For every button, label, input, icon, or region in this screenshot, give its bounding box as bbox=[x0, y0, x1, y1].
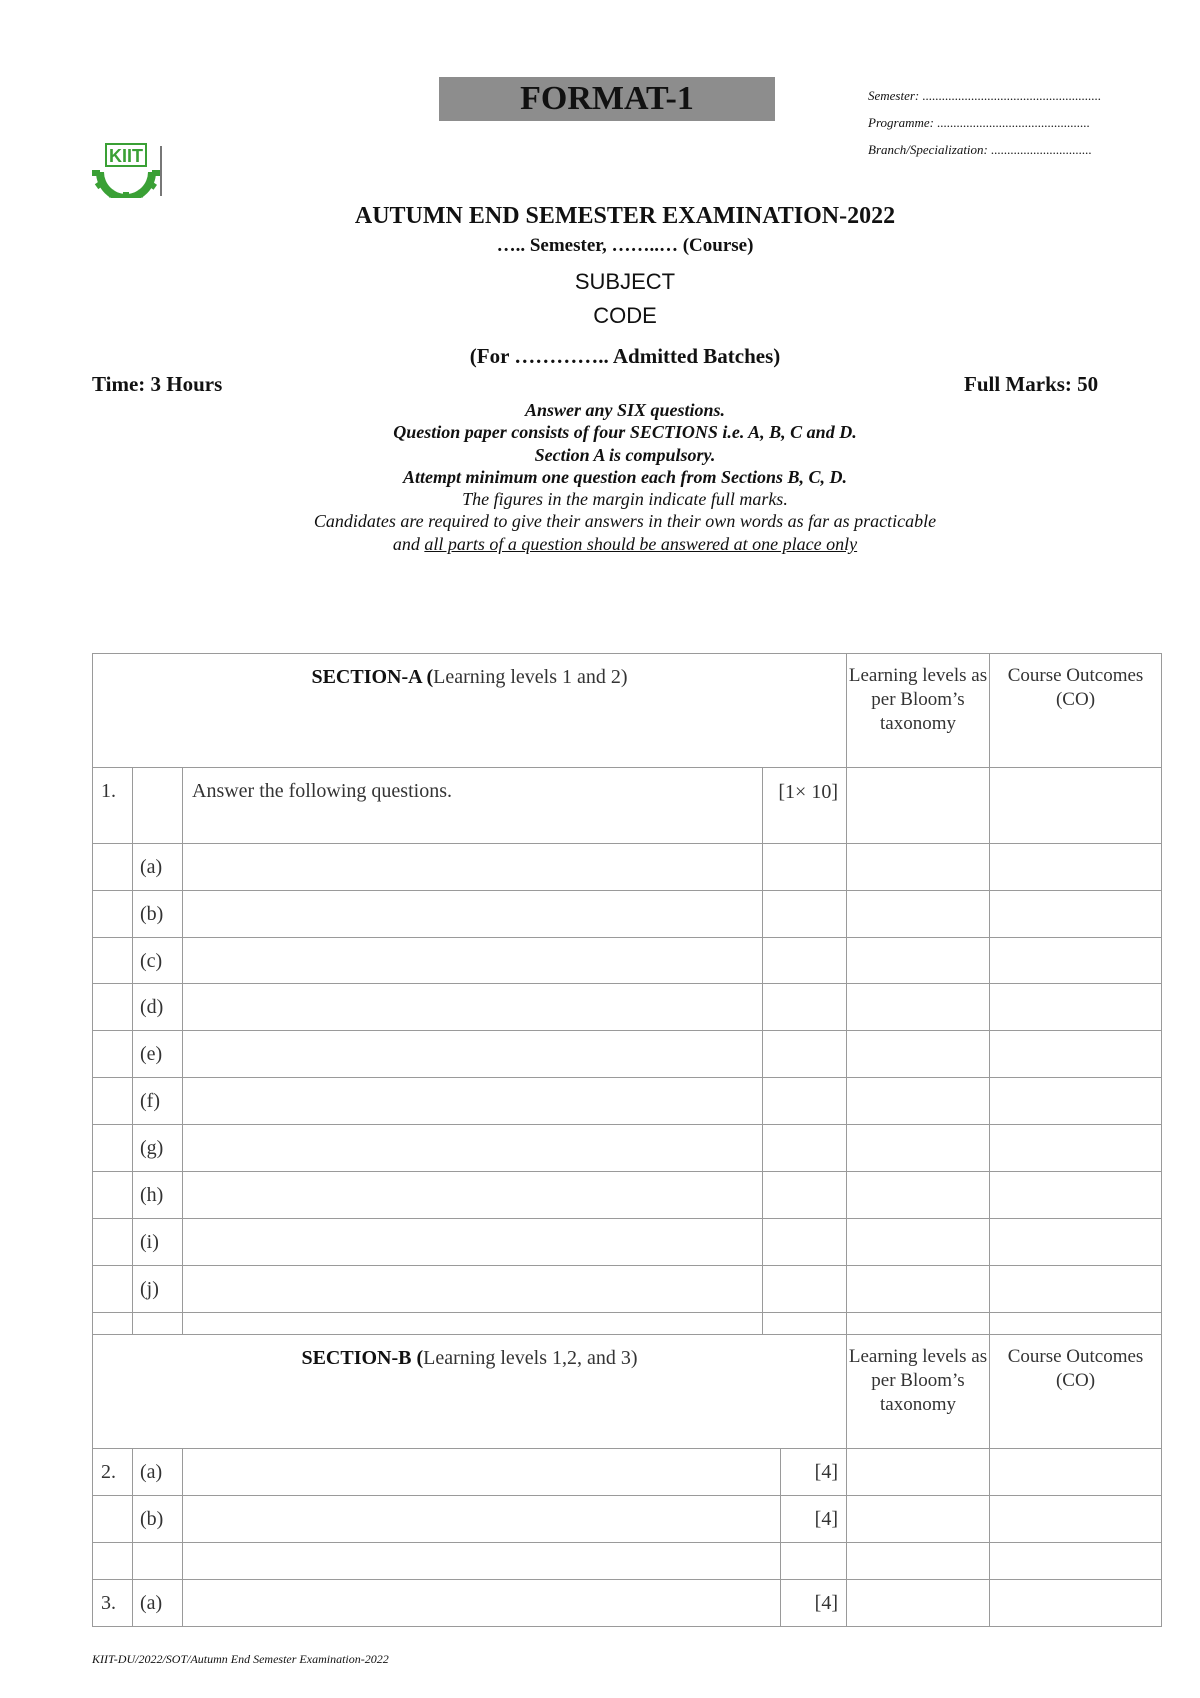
semester-field: Semester: ....................................................... bbox=[868, 88, 1102, 103]
table-row: (a) bbox=[93, 844, 1162, 891]
question-marks: [4] bbox=[781, 1449, 847, 1496]
admitted-batches: (For ………….. Admitted Batches) bbox=[469, 344, 781, 368]
subject-label: SUBJECT bbox=[574, 269, 676, 294]
table-row bbox=[93, 1543, 1162, 1580]
table-row: (d) bbox=[93, 984, 1162, 1031]
branch-field: Branch/Specialization: ............................... bbox=[868, 142, 1092, 157]
question-2b-row: (b) [4] bbox=[93, 1496, 1162, 1543]
table-row: (j) bbox=[93, 1266, 1162, 1313]
co-cell bbox=[990, 768, 1162, 844]
question-marks: [4] bbox=[781, 1496, 847, 1543]
course-outcomes-header: Course Outcomes (CO) bbox=[990, 654, 1162, 768]
question-marks: [4] bbox=[781, 1580, 847, 1627]
question-number: 1. bbox=[93, 768, 133, 844]
learning-levels-header: Learning levels as per Bloom’s taxonomy bbox=[847, 654, 990, 768]
table-row: (e) bbox=[93, 1031, 1162, 1078]
question-2a-row: 2. (a) [4] bbox=[93, 1449, 1162, 1496]
table-row: (h) bbox=[93, 1172, 1162, 1219]
instruction-4: Attempt minimum one question each from Sections B, C, D. bbox=[402, 467, 848, 487]
time-label: Time: 3 Hours bbox=[92, 372, 223, 396]
exam-subtitle: ….. Semester, ……..… (Course) bbox=[496, 235, 754, 256]
footer-text: KIIT-DU/2022/SOT/Autumn End Semester Examination-2022 bbox=[92, 1652, 389, 1666]
table-row: (i) bbox=[93, 1219, 1162, 1266]
table-row: (b) bbox=[93, 891, 1162, 938]
table-row: (g) bbox=[93, 1125, 1162, 1172]
section-a-header-row bbox=[93, 654, 1162, 768]
table-row bbox=[93, 1313, 1162, 1335]
bloom-level-cell bbox=[847, 768, 990, 844]
sub-cell bbox=[133, 768, 183, 844]
exam-title: AUTUMN END SEMESTER EXAMINATION-2022 bbox=[354, 203, 896, 229]
section-b-title: SECTION-B (Learning levels 1,2, and 3) bbox=[93, 1335, 847, 1449]
svg-text:KIIT: KIIT bbox=[109, 146, 143, 166]
instruction-6: Candidates are required to give their answers in their own words as far as practicable bbox=[313, 511, 937, 531]
question-1-row bbox=[93, 768, 1162, 844]
instruction-7: and all parts of a question should be answered at one place only bbox=[392, 534, 858, 554]
full-marks-label: Full Marks: 50 bbox=[964, 372, 1099, 396]
programme-field: Programme: ............................................... bbox=[868, 115, 1090, 130]
question-table bbox=[92, 653, 1162, 1627]
section-a-title: SECTION-A (Learning levels 1 and 2) bbox=[93, 654, 847, 768]
instruction-3: Section A is compulsory. bbox=[534, 445, 716, 465]
question-text: Answer the following questions. bbox=[183, 768, 763, 844]
instruction-5: The figures in the margin indicate full marks. bbox=[462, 489, 788, 509]
instruction-1: Answer any SIX questions. bbox=[524, 400, 726, 420]
section-b-header-row bbox=[93, 1335, 1162, 1449]
question-3a-row: 3. (a) [4] bbox=[93, 1580, 1162, 1627]
table-row: (f) bbox=[93, 1078, 1162, 1125]
format-label: FORMAT-1 bbox=[439, 77, 775, 121]
code-label: CODE bbox=[593, 303, 657, 328]
kiit-logo bbox=[88, 136, 164, 198]
learning-levels-header: Learning levels as per Bloom’s taxonomy bbox=[847, 1335, 990, 1449]
table-row: (c) bbox=[93, 938, 1162, 984]
question-marks: [1× 10] bbox=[763, 768, 847, 844]
course-outcomes-header: Course Outcomes (CO) bbox=[990, 1335, 1162, 1449]
instruction-2: Question paper consists of four SECTIONS i.e. A, B, C and D. bbox=[393, 422, 857, 442]
